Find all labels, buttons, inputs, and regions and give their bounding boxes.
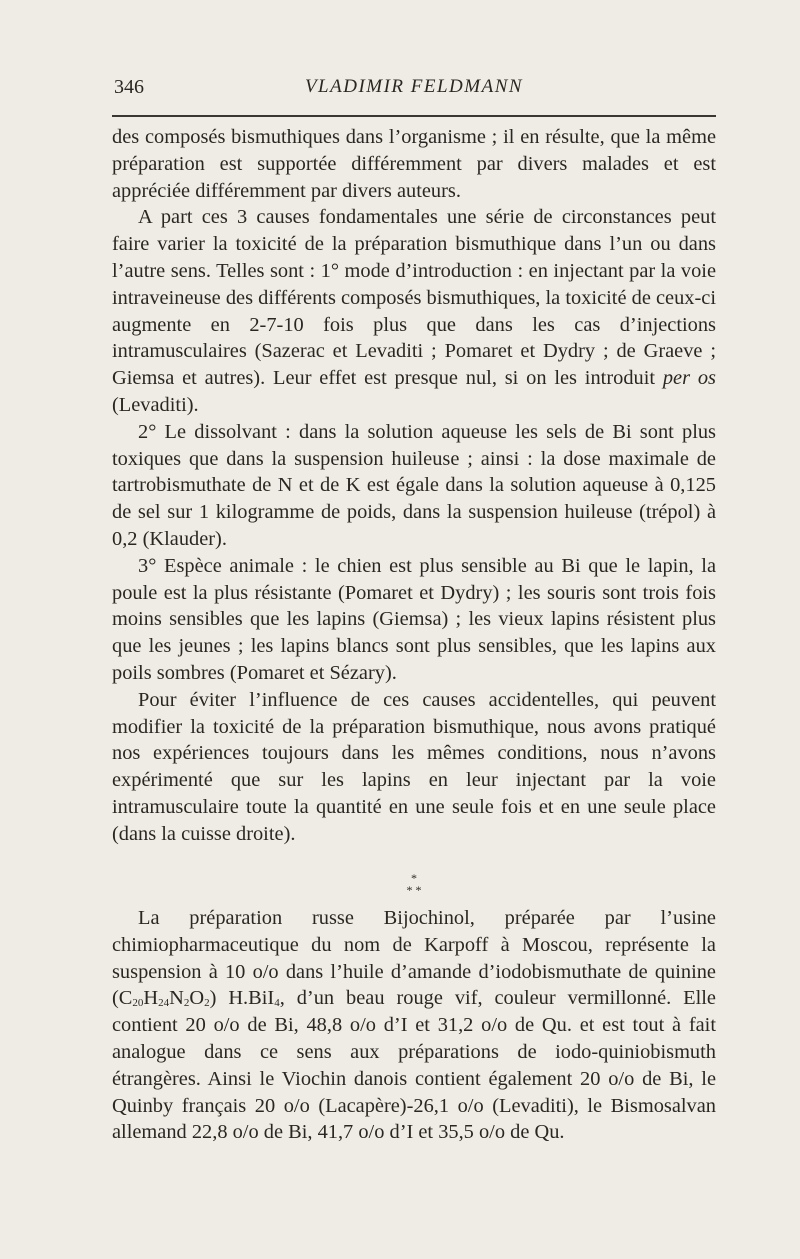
paragraph-1: [112, 124, 716, 204]
formula-mid: ) H.BiI: [209, 987, 275, 1010]
header-rule: [112, 115, 716, 117]
paragraph-2-italic: per os: [662, 367, 716, 390]
paragraph-6: [112, 905, 716, 1146]
running-title: VLADIMIR FELDMANN: [304, 76, 524, 97]
section-2: [112, 905, 716, 1146]
separator-stars-bottom: * *: [406, 883, 422, 897]
paragraph-2: [112, 204, 716, 418]
paragraph-5: [112, 687, 716, 848]
paragraph-2-text: A part ces 3 causes fondamentales une série de circonstances peut faire varier la toxicité de la préparation bismuthique dans l’un ou dans l’autre sens. Telles sont : 1° mode d’introduction : en injectant par la voie intraveineuse des différents composés bismuthiques, la toxicité de ceux-ci augmente en 2-7-10 fois plus que dans les cas d’injections intramusculaires (Sazerac et Levaditi ; Pomaret et Dydry ; de Graeve ; Giemsa et autres). Leur effet est presque nul, si on les introduit: [112, 206, 716, 390]
formula-o: O: [189, 987, 205, 1010]
paragraph-2-tail: (Levaditi).: [112, 393, 199, 416]
formula-h: H: [143, 987, 159, 1010]
formula-sub-o: 2: [204, 997, 210, 1010]
formula-sub-c: 20: [132, 997, 144, 1010]
formula-sub-i: 4: [274, 997, 280, 1010]
formula-sub-n: 2: [183, 997, 190, 1010]
paragraph-3: [112, 419, 716, 553]
formula-sub-h: 24: [158, 997, 170, 1010]
paragraph-1-text: des composés bismuthiques dans l’organisme ; il en résulte, que la même préparation est supportée différemment par divers malades et est appréciée différemment par divers auteurs.: [112, 126, 716, 202]
page-number: 346: [114, 76, 144, 98]
paragraph-3-text: 2° Le dissolvant : dans la solution aqueuse les sels de Bi sont plus toxiques que dans la suspension huileuse ; ainsi : la dose maximale de tartrobismuthate de N et de K est égale dans la solution aqueuse à 0,125 de sel sur 1 kilogramme de poids, dans la suspension huileuse (trépol) à 0,2 (Klauder).: [112, 420, 716, 550]
paragraph-6-part2: , d’un beau rouge vif, couleur vermillonné. Elle contient 20 o/o de Bi, 48,8 o/o d’I et 31,2 o/o de Qu. et est tout à fait analogue dans ce sens aux préparations de iodo-quiniobismuth étrangères. Ainsi le Viochin danois contient également 20 o/o de Bi, le Quinby français 20 o/o (Lacapère)-26,1 o/o (Levaditi), le Bismosalvan allemand 22,8 o/o de Bi, 41,7 o/o d’I et 35,5 o/o de Qu.: [112, 987, 716, 1144]
running-head: [112, 74, 716, 104]
paragraph-6-part1: La préparation russe Bijochinol, préparée par l’usine chimiopharmaceutique du nom de Karpoff à Moscou, représente la suspension à 10 o/o dans l’huile d’amande d’iodobismuthate de quinine (C: [112, 907, 716, 1010]
formula-n: N: [169, 987, 184, 1010]
separator-star-top: *: [411, 871, 417, 885]
paragraph-4-text: 3° Espèce animale : le chien est plus sensible au Bi que le lapin, la poule est la plus résistante (Pomaret et Dydry) ; les souris sont trois fois moins sensibles que les lapins (Giemsa) ; les vieux lapins résistent plus que les jeunes ; les lapins blancs sont plus sensibles, que les lapins aux poils sombres (Pomaret et Sézary).: [112, 554, 716, 684]
section-separator: [112, 872, 716, 906]
paragraph-5-text: Pour éviter l’influence de ces causes accidentelles, qui peuvent modifier la toxicité de la préparation bismuthique, nous avons pratiqué nos expériences toujours dans les mêmes conditions, nous n’avons expérimenté que sur les lapins en leur injectant par la voie intramusculaire toute la quantité en une seule fois et en une seule place (dans la cuisse droite).: [112, 688, 716, 845]
paragraph-4: [112, 553, 716, 687]
body-text: [112, 124, 716, 848]
